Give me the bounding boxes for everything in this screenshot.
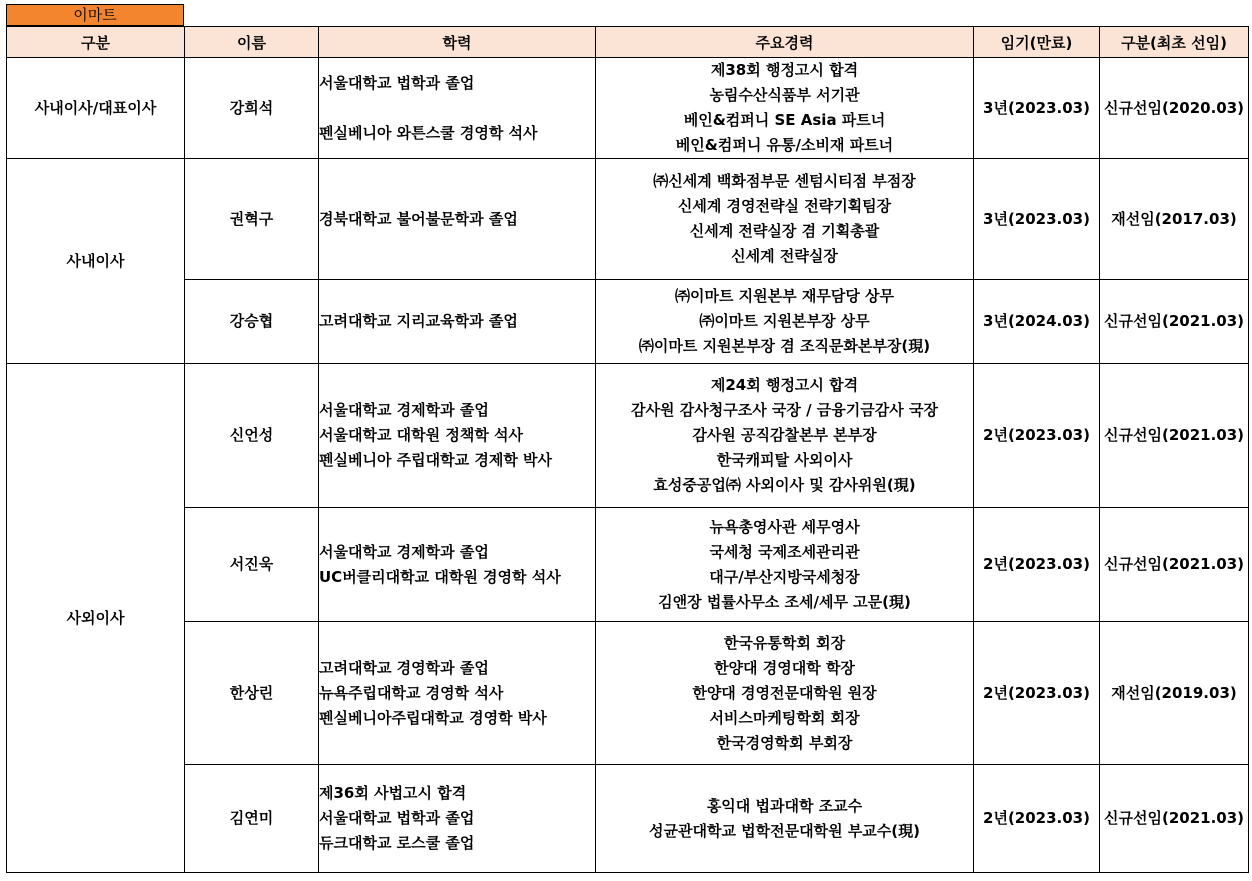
- career-cell: [596, 159, 974, 280]
- category-cell: 사내이사/대표이사: [7, 58, 185, 159]
- career-cell: [596, 508, 974, 622]
- term-cell: 2년(2023.03): [974, 765, 1100, 873]
- education-line: 제36회 사법고시 합격: [319, 784, 467, 802]
- education-line: 서울대학교 경제학과 졸업: [319, 401, 489, 419]
- career-line: ㈜신세계 백화점부문 센텀시티점 부점장: [653, 172, 916, 190]
- education-cell: [319, 765, 596, 873]
- company-tag: 이마트: [6, 4, 184, 26]
- term-cell: 3년(2023.03): [974, 58, 1100, 159]
- education-cell: [319, 364, 596, 508]
- career-line: 효성중공업㈜ 사외이사 및 감사위원(現): [653, 476, 916, 494]
- career-line: 제38회 행정고시 합격: [710, 61, 859, 79]
- education-cell: [319, 280, 596, 364]
- term-cell: 3년(2023.03): [974, 159, 1100, 280]
- name-cell: 권혁구: [185, 159, 319, 280]
- term-cell: 3년(2024.03): [974, 280, 1100, 364]
- col-header-name: 이름: [185, 27, 319, 58]
- career-cell: [596, 280, 974, 364]
- career-line: 신세계 전략실장 겸 기획총괄: [689, 222, 880, 240]
- career-line: ㈜이마트 지원본부장 겸 조직문화본부장(現): [638, 337, 931, 355]
- career-line: 한양대 경영대학 학장: [714, 658, 855, 677]
- appointment-cell: 신규선임(2021.03): [1100, 508, 1249, 622]
- category-cell: 사내이사: [7, 159, 185, 364]
- col-header-education: 학력: [319, 27, 596, 58]
- education-cell: [319, 622, 596, 765]
- education-line: 듀크대학교 로스쿨 졸업: [319, 834, 475, 852]
- education-line: 서울대학교 법학과 졸업: [319, 73, 475, 92]
- appointment-cell: 신규선임(2021.03): [1100, 364, 1249, 508]
- header-row: [7, 27, 1249, 58]
- education-cell: [319, 508, 596, 622]
- term-cell: 2년(2023.03): [974, 508, 1100, 622]
- career-line: 베인&컴퍼니 유통/소비재 파트너: [675, 136, 894, 154]
- education-line: 서울대학교 경제학과 졸업: [319, 542, 489, 561]
- term-cell: 2년(2023.03): [974, 622, 1100, 765]
- education-line: UC버클리대학교 대학원 경영학 석사: [319, 567, 561, 586]
- name-cell: 강승협: [185, 280, 319, 364]
- table-row: [7, 622, 1249, 765]
- table-row: [7, 58, 1249, 159]
- table-row: [7, 765, 1249, 873]
- education-line: 서울대학교 법학과 졸업: [319, 809, 475, 827]
- career-line: 한국유통학회 회장: [723, 633, 846, 652]
- appointment-cell: 재선임(2019.03): [1100, 622, 1249, 765]
- appointment-cell: 재선임(2017.03): [1100, 159, 1249, 280]
- career-line: 서비스마케팅학회 회장: [709, 708, 860, 727]
- career-cell: [596, 364, 974, 508]
- career-line: 한국캐피탈 사외이사: [716, 451, 853, 469]
- career-line: ㈜이마트 지원본부장 상무: [699, 312, 870, 330]
- education-line: 서울대학교 대학원 정책학 석사: [319, 426, 524, 444]
- name-cell: 김연미: [185, 765, 319, 873]
- career-line: 뉴욕총영사관 세무영사: [709, 517, 860, 536]
- term-cell: 2년(2023.03): [974, 364, 1100, 508]
- career-line: 대구/부산지방국세청장: [709, 567, 860, 586]
- table-row: [7, 364, 1249, 508]
- career-line: 국세청 국제조세관리관: [709, 542, 860, 561]
- education-line: 펜실베니아 와튼스쿨 경영학 석사: [319, 123, 538, 142]
- name-cell: 강희석: [185, 58, 319, 159]
- col-header-category: 구분: [7, 27, 185, 58]
- career-line: 김앤장 법률사무소 조세/세무 고문(現): [658, 592, 911, 611]
- career-line: 감사원 감사청구조사 국장 / 금융기금감사 국장: [631, 401, 938, 419]
- education-line: 고려대학교 경영학과 졸업: [319, 658, 489, 677]
- education-line: 경북대학교 불어불문학과 졸업: [319, 209, 518, 228]
- career-line: 농림수산식품부 서기관: [709, 86, 860, 104]
- col-header-career: 주요경력: [596, 27, 974, 58]
- career-line: 감사원 공직감찰본부 본부장: [692, 426, 877, 444]
- col-header-term: 임기(만료): [974, 27, 1100, 58]
- education-cell: [319, 159, 596, 280]
- director-table: [6, 26, 1249, 873]
- name-cell: 신언성: [185, 364, 319, 508]
- career-line: 베인&컴퍼니 SE Asia 파트너: [683, 111, 886, 129]
- career-cell: [596, 58, 974, 159]
- education-line: 펜실베니아 주립대학교 경제학 박사: [319, 451, 553, 469]
- name-cell: 한상린: [185, 622, 319, 765]
- career-line: 한국경영학회 부회장: [716, 733, 853, 752]
- career-line: 홍익대 법과대학 조교수: [706, 796, 863, 815]
- education-cell: [319, 58, 596, 159]
- career-cell: [596, 622, 974, 765]
- career-line: 성균관대학교 법학전문대학원 부교수(現): [649, 821, 920, 840]
- appointment-cell: 신규선임(2021.03): [1100, 280, 1249, 364]
- table-row: [7, 159, 1249, 280]
- appointment-cell: 신규선임(2021.03): [1100, 765, 1249, 873]
- category-cell: 사외이사: [7, 364, 185, 873]
- education-line: 펜실베니아주립대학교 경영학 박사: [319, 708, 547, 727]
- education-line: 뉴욕주립대학교 경영학 석사: [319, 683, 504, 702]
- career-line: 제24회 행정고시 합격: [710, 376, 859, 394]
- table-row: [7, 280, 1249, 364]
- col-header-appointment: 구분(최초 선임): [1100, 27, 1249, 58]
- table-row: [7, 508, 1249, 622]
- career-line: 한양대 경영전문대학원 원장: [692, 683, 877, 702]
- career-line: ㈜이마트 지원본부 재무담당 상무: [674, 287, 895, 305]
- career-line: 신세계 경영전략실 전략기획팀장: [677, 197, 892, 215]
- career-line: 신세계 전략실장: [731, 247, 838, 265]
- name-cell: 서진욱: [185, 508, 319, 622]
- education-line: 고려대학교 지리교육학과 졸업: [319, 312, 518, 330]
- appointment-cell: 신규선임(2020.03): [1100, 58, 1249, 159]
- career-cell: [596, 765, 974, 873]
